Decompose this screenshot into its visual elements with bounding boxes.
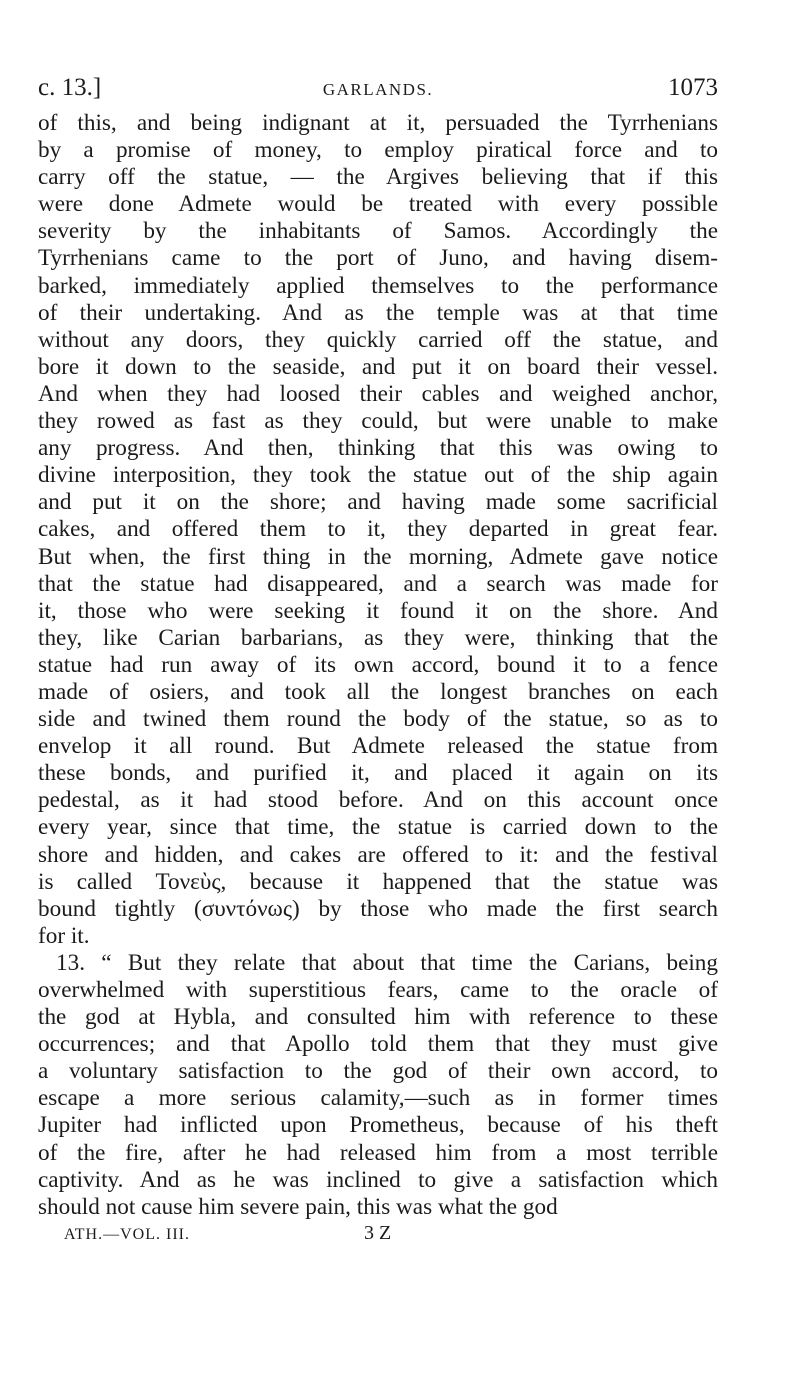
text-line: should not cause him severe pain, this was what the god [38, 1193, 558, 1220]
text-line: it, those who were seeking it found it on the shore. And [38, 597, 718, 624]
volume-line: ATH.—VOL. III. [64, 1225, 190, 1243]
text-line: And when they had loosed their cables and weighed anchor, [38, 380, 718, 407]
text-line: bound tightly (συντόνως) by those who made the first search [38, 895, 718, 922]
text-line: divine interposition, they took the statue out of the ship again [38, 462, 718, 489]
signature-mark: 3 Z [364, 1221, 392, 1244]
text-line: without any doors, they quickly carried off the statue, and [38, 326, 718, 353]
text-line: these bonds, and purified it, and placed it again on its [38, 760, 718, 787]
text-line: a voluntary satisfaction to the god of their own accord, to [38, 1058, 718, 1085]
text-line: carry off the statue, — the Argives believing that if this [38, 164, 718, 191]
text-line: the god at Hybla, and consulted him with reference to these [38, 1004, 718, 1031]
chapter-reference: c. 13.] [38, 74, 102, 101]
running-title: GARLANDS. [322, 80, 434, 99]
text-line: cakes, and offered them to it, they departed in great fear. [38, 516, 718, 543]
text-line: overwhelmed with superstitious fears, came to the oracle of [38, 977, 718, 1003]
text-line: captivity. And as he was inclined to give a satisfaction which [38, 1166, 718, 1193]
text-line: occurrences; and that Apollo told them that they must give [38, 1031, 718, 1058]
text-line: barked, immediately applied themselves to the performance [38, 272, 718, 299]
text-line: for it. [38, 922, 90, 949]
text-line: of this, and being indignant at it, persuaded the Tyrrhenians [38, 110, 718, 136]
book-page [38, 70, 718, 1252]
text-line: 13. “ But they relate that about that time the Carians, being [56, 949, 718, 976]
body-text [38, 110, 718, 1221]
paragraph [38, 950, 718, 1221]
text-line: that the statue had disappeared, and a search was made for [38, 570, 718, 597]
text-line: But when, the first thing in the morning, Admete gave notice [38, 543, 718, 570]
text-line: they, like Carian barbarians, as they were, thinking that the [38, 624, 718, 651]
text-line: escape a more serious calamity,—such as in former times [38, 1085, 718, 1112]
text-line: by a promise of money, to employ piratical force and to [38, 137, 718, 164]
text-line: were done Admete would be treated with every possible [38, 191, 718, 218]
text-line: bore it down to the seaside, and put it on board their vessel. [38, 353, 718, 380]
page-number: 1073 [668, 74, 718, 101]
text-line: pedestal, as it had stood before. And on this account once [38, 787, 718, 814]
text-line: Tyrrhenians came to the port of Juno, and having disem- [38, 245, 718, 272]
text-line: of their undertaking. And as the temple was at that time [38, 299, 718, 326]
text-line: shore and hidden, and cakes are offered to it: and the festival [38, 841, 718, 868]
running-head [38, 70, 718, 110]
text-line: envelop it all round. But Admete released the statue from [38, 733, 718, 760]
text-line: every year, since that time, the statue is carried down to the [38, 814, 718, 841]
text-line: side and twined them round the body of the statue, so as to [38, 706, 718, 733]
text-line: of the fire, after he had released him from a most terrible [38, 1139, 718, 1166]
text-line: is called Τονεὺς, because it happened that the statue was [38, 868, 718, 895]
page-footer [38, 1222, 718, 1252]
text-line: Jupiter had inflicted upon Prometheus, because of his theft [38, 1112, 718, 1139]
text-line: severity by the inhabitants of Samos. Accordingly the [38, 218, 718, 245]
paragraph [38, 110, 718, 950]
text-line: and put it on the shore; and having made some sacrificial [38, 489, 718, 516]
text-line: made of osiers, and took all the longest branches on each [38, 678, 718, 705]
text-line: they rowed as fast as they could, but were unable to make [38, 408, 718, 435]
text-line: statue had run away of its own accord, bound it to a fence [38, 651, 718, 678]
text-line: any progress. And then, thinking that this was owing to [38, 435, 718, 462]
